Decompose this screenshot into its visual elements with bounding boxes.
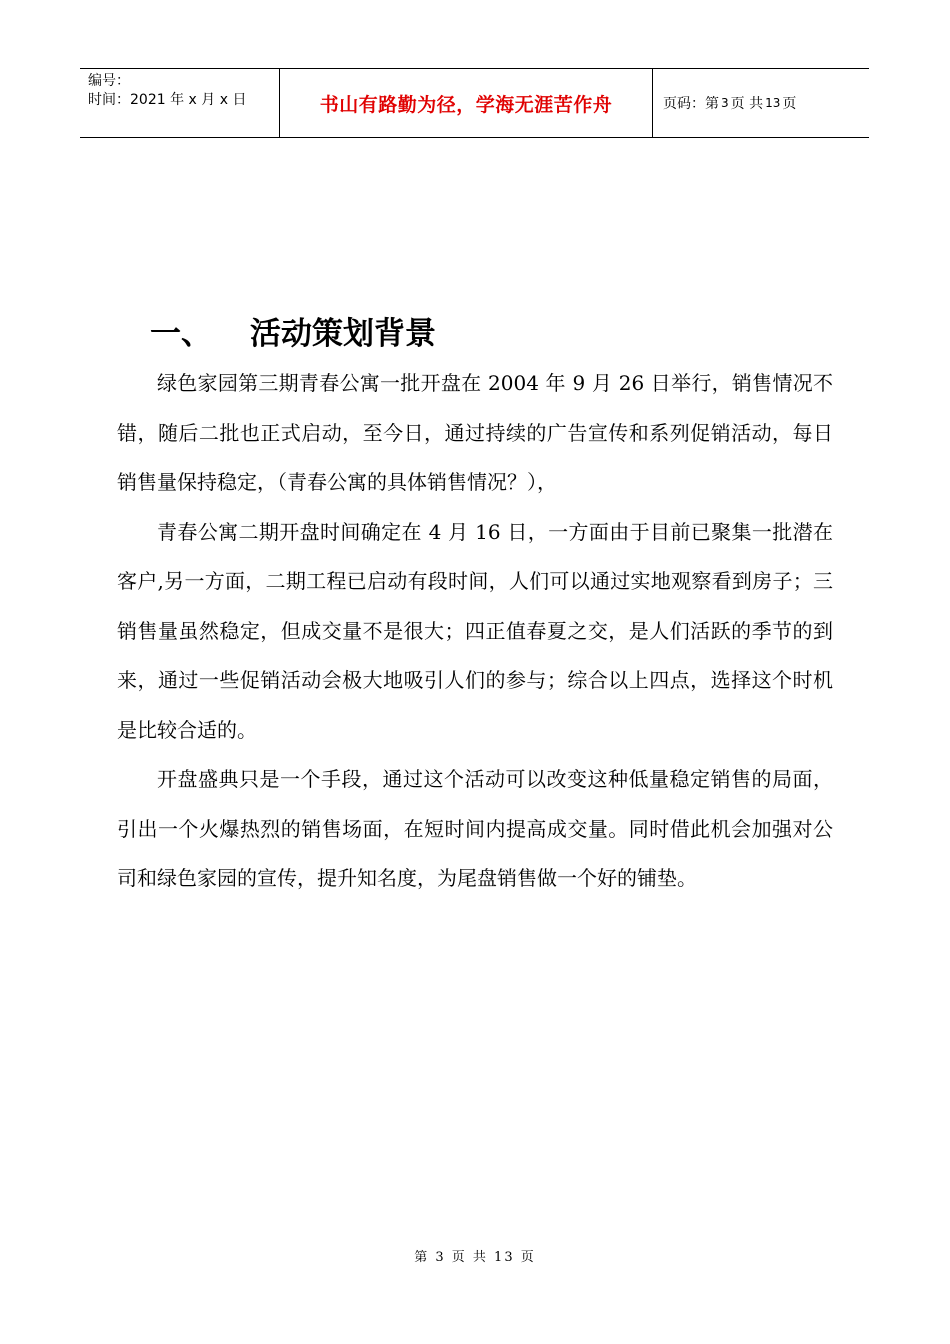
paragraph: 绿色家园第三期青春公寓一批开盘在 2004 年 9 月 26 日举行，销售情况不错，随后二批也正式启动，至今日，通过持续的广告宣传和系列促销活动，每日销售量保持稳定，（青春公寓的具体销售情况？）， bbox=[117, 371, 833, 494]
header-motto: 书山有路勤为径，学海无涯苦作舟 bbox=[280, 69, 653, 137]
body-content bbox=[117, 359, 833, 904]
header-page-info bbox=[653, 69, 869, 137]
section-heading bbox=[150, 312, 436, 356]
paragraph: 青春公寓二期开盘时间确定在 4 月 16 日，一方面由于目前已聚集一批潜在客户,另一方面，二期工程已启动有段时间，人们可以通过实地观察看到房子；三销售量虽然稳定，但成交量不是很大；四正值春夏之交，是人们活跃的季节的到来，通过一些促销活动会极大地吸引人们的参与；综合以上四点，选择这个时机是比较合适的。 bbox=[117, 519, 833, 742]
page-current: 3 bbox=[721, 96, 729, 110]
page-suffix: 页 bbox=[782, 96, 797, 112]
page-prefix: 页码：第 bbox=[663, 96, 719, 112]
header-table bbox=[80, 68, 869, 138]
page-footer: 第 3 页 共 13 页 bbox=[414, 1250, 536, 1265]
section-title: 活动策划背景 bbox=[250, 316, 436, 352]
document-number-label: 编号： bbox=[88, 73, 130, 89]
paragraph: 开盘盛典只是一个手段，通过这个活动可以改变这种低量稳定销售的局面，引出一个火爆热烈的销售场面，在短时间内提高成交量。同时借此机会加强对公司和绿色家园的宣传，提升知名度，为尾盘销售做一个好的铺垫。 bbox=[117, 767, 833, 890]
header-meta bbox=[80, 69, 280, 137]
page-mid: 页 共 bbox=[730, 96, 764, 112]
page-total: 13 bbox=[765, 96, 781, 110]
document-time-label: 时间：2021 年 x 月 x 日 bbox=[88, 92, 247, 108]
section-number: 一、 bbox=[150, 316, 212, 352]
